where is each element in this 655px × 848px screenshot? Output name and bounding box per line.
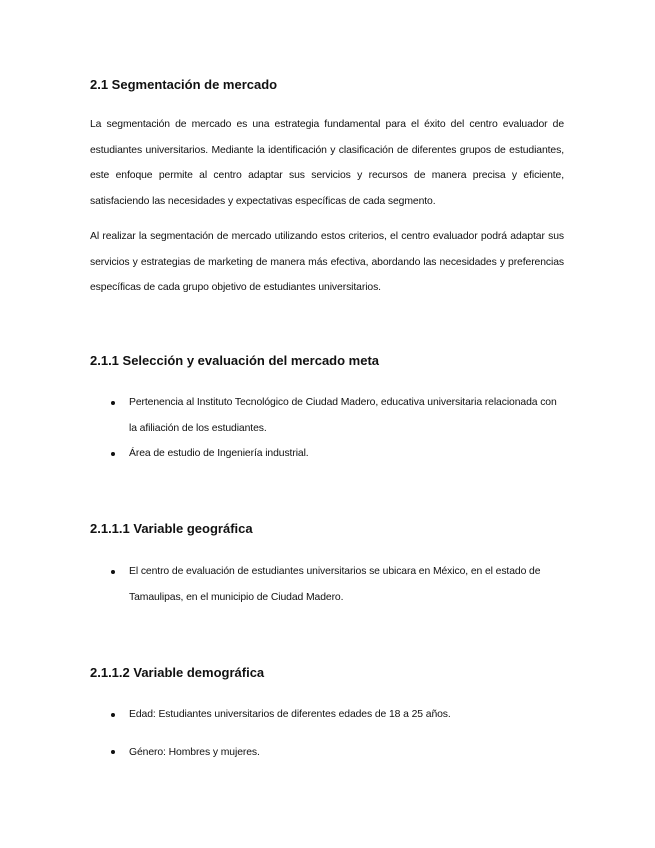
bullet-icon — [111, 401, 115, 405]
list-item — [90, 559, 564, 610]
list-item — [90, 702, 564, 728]
bullet-icon — [111, 750, 115, 754]
demographic-variable-list — [90, 702, 564, 765]
paragraph-segmentation-criteria: Al realizar la segmentación de mercado utilizando estos criterios, el centro evaluador podrá adaptar sus servicios y estrategias de marketing de manera más efectiva, abordando las necesidades y preferencias específicas de cada grupo objetivo de estudiantes universitarios. — [90, 231, 564, 293]
list-item-text: Edad: Estudiantes universitarios de diferentes edades de 18 a 25 años. — [129, 709, 451, 720]
list-item-text: Área de estudio de Ingeniería industrial. — [129, 448, 309, 459]
list-item-text: El centro de evaluación de estudiantes universitarios se ubicara en México, en el estado de Tamaulipas, en el municipio de Ciudad Madero. — [129, 566, 541, 603]
section-heading-2-1-1-1: 2.1.1.1 Variable geográfica — [90, 521, 253, 536]
list-item — [90, 390, 564, 441]
paragraph-segmentation-intro: La segmentación de mercado es una estrategia fundamental para el éxito del centro evaluador de estudiantes universitarios. Mediante la identificación y clasificación de diferentes grupos de estudiantes, este enfoque permite al centro adaptar sus servicios y recursos de manera precisa y eficiente, satisfaciendo las necesidades y expectativas específicas de cada segmento. — [90, 119, 564, 207]
list-item-text: Pertenencia al Instituto Tecnológico de Ciudad Madero, educativa universitaria relacionada con la afiliación de los estudiantes. — [129, 397, 557, 434]
bullet-icon — [111, 713, 115, 717]
geographic-variable-list — [90, 559, 564, 610]
bullet-icon — [111, 570, 115, 574]
section-heading-2-1: 2.1 Segmentación de mercado — [90, 77, 278, 92]
section-heading-2-1-1: 2.1.1 Selección y evaluación del mercado meta — [90, 353, 380, 368]
list-item-text: Género: Hombres y mujeres. — [129, 746, 260, 758]
section-heading-2-1-1-2: 2.1.1.2 Variable demográfica — [90, 665, 265, 680]
list-item — [90, 740, 564, 766]
target-market-list — [90, 390, 564, 467]
list-item — [90, 441, 564, 467]
bullet-icon — [111, 452, 115, 456]
